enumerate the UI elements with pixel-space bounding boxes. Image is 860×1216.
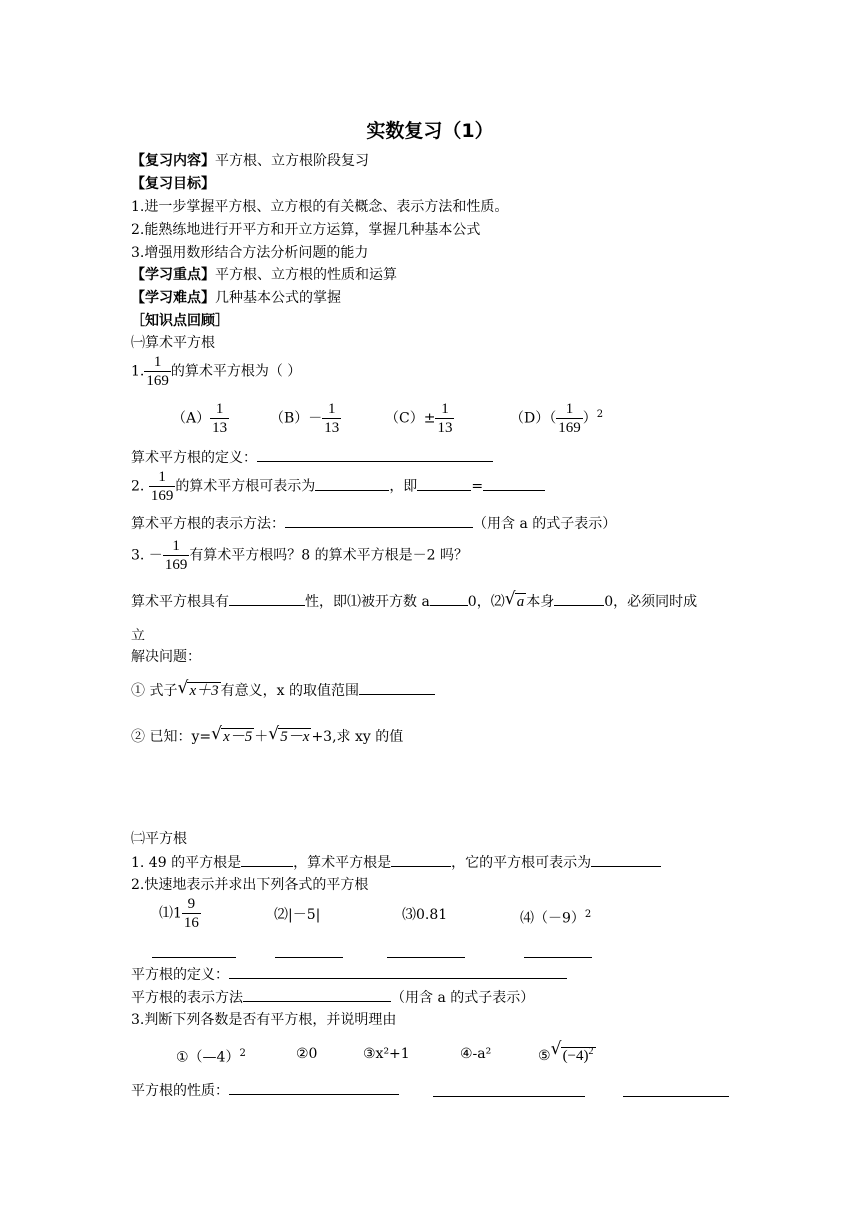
judge-item: ⑤ √ $(-4)^2$ [538,1039,594,1064]
answer-blank[interactable] [524,944,592,958]
section-heading: ㈠算术平方根 [131,335,215,351]
content-label: 【复习内容】 [131,153,215,169]
sqrt-expression: √ a [504,589,525,610]
answer-blank[interactable] [275,944,343,958]
problem-2: ② 已知：y= √ x－5 ＋ √ 5－x +3,求 xy 的值 [131,724,404,745]
answer-blank[interactable] [241,852,293,867]
square-root-notation: 平方根的表示方法 （用含 a 的式子表示） [131,987,534,1008]
option-a: （A） $\frac{1}{13}$ [172,401,228,436]
s2-question-2: 2.快速地表示并求出下列各式的平方根 [131,877,369,893]
answer-blank[interactable] [359,680,435,695]
judge-item: ①（—4）$^2$ [176,1048,246,1066]
judge-item: ②0 [296,1046,318,1062]
sqrt-expression: √ x－5 [211,724,253,745]
s2-item-3: ⑶0.81 [402,907,448,923]
option-c: （C）± $\frac{1}{13}$ [385,401,453,436]
s2-item-1: ⑴1 $\frac{9}{16}$ [159,896,199,931]
answer-blank[interactable] [152,944,236,958]
property-wrap: 立 [131,628,145,644]
answer-blank[interactable] [257,447,493,462]
judge-item: ③x²+1 [363,1046,410,1062]
answer-blank[interactable] [433,1083,585,1097]
answer-blank[interactable] [315,476,389,491]
arith-root-definition: 算术平方根的定义： [131,447,493,468]
goals-heading [131,174,215,194]
answer-blank[interactable] [229,591,305,606]
page-title: 实数复习（1） [366,120,494,142]
study-difficulty [131,288,341,308]
arith-root-notation: 算术平方根的表示方法： （用含 a 的式子表示） [131,513,616,534]
answer-blank[interactable] [387,944,465,958]
problem-1: ① 式子 √ x＋3 有意义，x 的取值范围 [131,680,435,701]
s2-question-3: 3.判断下列各数是否有平方根，并说明理由 [131,1012,397,1028]
solve-heading: 解决问题： [131,649,201,665]
goal-item: 2.能熟练地进行开平方和开立方运算，掌握几种基本公式 [131,222,481,238]
review-content [131,151,369,171]
s2-item-2: ⑵|－5| [274,907,321,923]
fraction: $\frac{1}{169}$ [146,354,169,389]
review-label: ［知识点回顾］ [131,313,229,329]
judge-item: ④-a² [460,1046,492,1062]
goal-item: 3.增强用数形结合方法分析问题的能力 [131,245,369,261]
sqrt-expression: √ $(-4)^2$ [550,1039,594,1064]
square-root-property: 平方根的性质： [131,1080,399,1101]
difficulty-text: 几种基本公式的掌握 [215,290,341,306]
square-root-definition: 平方根的定义： [131,964,567,985]
answer-blank[interactable] [285,513,473,528]
focus-text: 平方根、立方根的性质和运算 [215,267,397,283]
answer-blank[interactable] [417,476,471,491]
s2-question-1: 1. 49 的平方根是 ，算术平方根是 ，它的平方根可表示为 [131,852,661,873]
difficulty-label: 【学习难点】 [131,290,215,306]
question-3: 3. － $\frac{1}{169}$ 有算术平方根吗？8 的算术平方根是－2 吗？ [131,538,469,573]
answer-blank[interactable] [591,852,661,867]
answer-blank[interactable] [554,591,604,606]
goals-label: 【复习目标】 [131,176,215,192]
content-text: 平方根、立方根阶段复习 [215,153,369,169]
answer-blank[interactable] [623,1083,729,1097]
answer-blank[interactable] [483,476,545,491]
study-focus [131,265,397,285]
sqrt-expression: √ 5－x [268,724,310,745]
answer-blank[interactable] [430,591,468,606]
goal-item: 1.进一步掌握平方根、立方根的有关概念、表示方法和性质。 [131,199,509,215]
s2-item-4: $⑷(-9)^2$ [520,909,592,927]
option-b: （B）－ $\frac{1}{13}$ [270,401,340,436]
question-2: 2. $\frac{1}{169}$ 的算术平方根可表示为 ，即 = [131,468,545,505]
question-1: 1. $\frac{1}{169}$ 的算术平方根为（ ） [131,354,302,389]
answer-blank[interactable] [229,964,567,979]
section-heading: ㈡平方根 [131,831,187,847]
option-d: （D）（ $\frac{1}{169}$ ）$^2$ [510,401,604,436]
answer-blank[interactable] [229,1080,399,1095]
arith-root-property: 算术平方根具有 性，即⑴被开方数 a 0，⑵ √ a 本身 0，必须同时成 [131,589,698,610]
answer-blank[interactable] [391,852,451,867]
sqrt-expression: √ x＋3 [177,678,219,699]
answer-blank[interactable] [243,987,391,1002]
focus-label: 【学习重点】 [131,267,215,283]
